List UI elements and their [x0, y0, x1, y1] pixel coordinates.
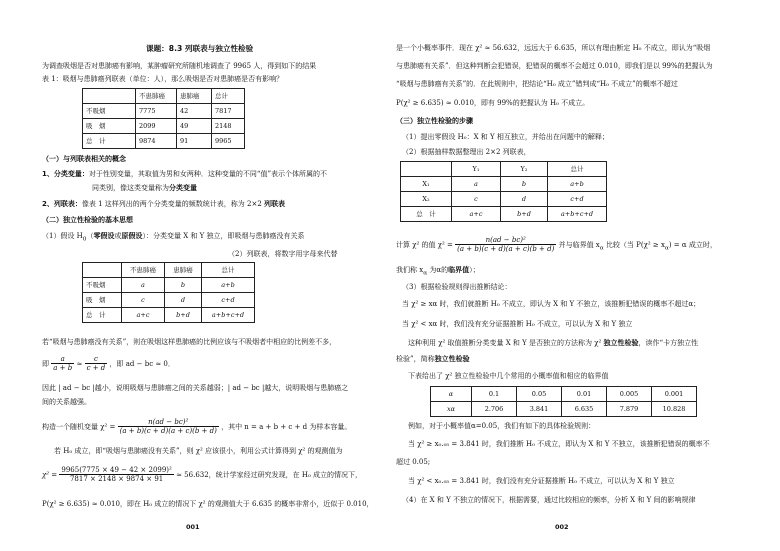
table-cell: 2148 — [212, 119, 245, 134]
fraction-denominator: c + d — [86, 364, 106, 373]
table-cell: 7817 — [212, 104, 245, 119]
table-cell: b — [501, 177, 548, 192]
table-cell: 9965 — [212, 134, 245, 149]
chi-square-compute-line — [396, 236, 717, 254]
table-cell: c — [452, 192, 501, 207]
h0-paragraph: 若 H₀ 成立，即“吸烟与患肺癌没有关系”，则 χ² 应该很小，利用公式计算得到 χ² 的观测值为 — [54, 447, 343, 455]
paragraph-line: P(χ² ≥ 6.635) ≈ 0.010，即有 99%的把握认为 H₀ 不成立。 — [396, 99, 590, 107]
fraction-numerator: n(ad − bc)² — [455, 236, 556, 245]
table-header-cell — [401, 162, 452, 177]
table-cell: a — [452, 177, 501, 192]
formula-text: ，其中 n = a + b + c + d 为样本容量。 — [221, 422, 352, 431]
example-reject-cont: 超过 0.05; — [396, 458, 431, 466]
fraction-numerator: n(ad − bc)² — [118, 418, 219, 427]
table-header-cell: 总计 — [212, 89, 245, 104]
table-cell: a — [122, 278, 165, 293]
table-cell: 0.1 — [472, 387, 517, 402]
term-independence-test: 独立性检验 — [434, 355, 470, 363]
table-header-cell — [83, 89, 136, 104]
table-general-contingency — [400, 161, 607, 222]
paragraph-line: 是一个小概率事件．现在 χ² ≈ 56.632，远远大于 6.635，所以有理由断定 H₀ 不成立，即认为“吸烟 — [396, 44, 711, 52]
table-cell: 10.828 — [652, 402, 697, 417]
probability-line: P(χ² ≥ 6.635) ≈ 0.010，即在 H₀ 成立的情况下 χ² 的观测值大于 6.635 的概率非常小，近似于 0.010， — [42, 500, 374, 508]
table-cell: b — [165, 278, 202, 293]
table-cell: b+d — [165, 308, 202, 323]
term-contingency-table: 列联表 — [264, 200, 286, 208]
method-text: 检验”，简称 — [396, 355, 435, 363]
table-cell: a+b+c+d — [202, 308, 255, 323]
step-3: （3）根据检验规则得出推断结论： — [402, 283, 512, 291]
section-heading-1: （一）与列联表相关的概念 — [42, 155, 126, 163]
table-cell: 3.841 — [517, 402, 562, 417]
fraction-denominator: a + b — [53, 364, 73, 373]
step-2: （2）根据抽样数据整理出 2×2 列联表， — [402, 148, 531, 156]
formula-subscript: α — [664, 245, 669, 252]
table-letter-contingency — [82, 262, 255, 323]
critical-value-line — [396, 266, 480, 278]
table-cell: X₂ — [401, 192, 452, 207]
formula-text: ≈ 56.632，统计学家经过研究发现，在 H₀ 成立的情况下， — [176, 470, 363, 479]
table-header-cell — [83, 263, 122, 278]
table-cell: a+c — [122, 308, 165, 323]
table-row — [83, 104, 245, 119]
table-critical-values — [430, 386, 697, 417]
table-row — [431, 387, 697, 402]
example-reject: 当 χ² ≥ x₀.₀₅ = 3.841 时，我们推断 H₀ 不成立，即认为 X 和 Y 不独立，该推断犯错误的概率不 — [408, 440, 710, 448]
fraction-denominator: (a + b)(c + d)(a + c)(b + d) — [119, 427, 217, 436]
table-cell: 2.706 — [472, 402, 517, 417]
table-header-cell: Y₁ — [452, 162, 501, 177]
table-cell: d — [501, 192, 548, 207]
table-cell: 0.05 — [517, 387, 562, 402]
table-header-cell: 不患肺癌 — [136, 89, 177, 104]
term-critical-value: 临界值 — [448, 266, 470, 274]
rule-reject: 当 χ² ≥ xα 时，我们就推断 H₀ 不成立，即认为 X 和 Y 不独立，该推断犯错误的概率不超过α； — [402, 300, 701, 308]
chi-square-calculation — [42, 466, 362, 484]
ratio-formula — [42, 355, 175, 373]
formula-text: 计算 χ² 的值 χ² = — [396, 240, 453, 249]
hypothesis-text: 或 — [114, 232, 122, 240]
table-cell: 9874 — [136, 134, 177, 149]
term-categorical-variable: 分类变量 — [169, 184, 197, 192]
table-cell: X₁ — [401, 177, 452, 192]
table-cell: a+b — [202, 278, 255, 293]
table-header-cell: 不患肺癌 — [122, 263, 165, 278]
paragraph-line: 与患肺癌有关系”．但这种判断会犯错误，犯错误的概率不会超过 0.010，即我们是以 99%的把握认为 — [396, 62, 713, 70]
formula-text: 为α的 — [427, 266, 449, 274]
table-cell: 7.879 — [607, 402, 652, 417]
hypothesis-subscript: 0 — [82, 236, 87, 243]
section-heading-2: （二）独立性检验的基本思想 — [42, 216, 133, 224]
table-cell: 49 — [177, 119, 212, 134]
term-original-hypothesis: 原假设 — [121, 232, 143, 240]
formula-text: ) = α 成立时， — [668, 240, 717, 249]
hypothesis-text: （ — [86, 232, 94, 240]
formula-text: ）； — [469, 266, 480, 274]
table-row — [83, 293, 255, 308]
table-cell: 不吸烟 — [83, 278, 122, 293]
definition-categorical-cont — [92, 184, 197, 193]
page-number: 001 — [186, 523, 200, 531]
formula-text: 并与临界值 x — [558, 240, 600, 249]
table-header-cell: 患肺癌 — [165, 263, 202, 278]
formula-text: 我们称 x — [396, 266, 424, 274]
abs-paragraph: 因此 | ad − bc |越小，说明吸烟与患肺癌之间的关系越弱；| ad − bc |越大，说明吸烟与患肺癌之 — [42, 384, 349, 392]
formula-text: χ² = — [42, 470, 58, 479]
chi-square-definition — [42, 418, 351, 436]
table-cell: 6.635 — [562, 402, 607, 417]
table-header-row — [401, 162, 607, 177]
table-row — [401, 207, 607, 222]
table-cell: 2099 — [136, 119, 177, 134]
rule-accept: 当 χ² < xα 时，我们没有充分证据推断 H₀ 不成立，可以认为 X 和 Y 独立 — [402, 320, 633, 328]
table-row — [431, 402, 697, 417]
table-row — [83, 308, 255, 323]
table-header-cell: 总计 — [548, 162, 607, 177]
table-row — [83, 119, 245, 134]
table-header-row — [83, 89, 245, 104]
table-cell: 吸 烟 — [83, 293, 122, 308]
definition-text: 同类别，像这类变量称为 — [92, 184, 169, 192]
lesson-title: 课题：8.3 列联表与独立性检验 — [146, 44, 254, 53]
table-header-cell: Y₂ — [501, 162, 548, 177]
definition-text: 像表 1 这样列出的两个分类变量的频数统计表，称为 2×2 — [81, 200, 265, 208]
table-cell: 不吸烟 — [83, 104, 136, 119]
intro-line-1: 为调查吸烟是否对患肺癌有影响，某肿瘤研究所随机地调查了 9965 人，得到如下的结果 — [42, 62, 317, 70]
page-right — [390, 0, 780, 551]
example-accept: 当 χ² < x₀.₀₅ = 3.841 时，我们没有充分证据推断 H₀ 不成立，可以认为 X 和 Y 独立 — [408, 477, 675, 485]
formula-text: 比较（当 P(χ² ≥ x — [603, 240, 665, 249]
ratio-paragraph: 若“吸烟与患肺癌没有关系”，则在吸烟这样患肺癌的比例应该与不吸烟者中相应的比例差不多， — [42, 338, 337, 346]
table-row — [401, 192, 607, 207]
abs-paragraph-cont: 间的关系越强。 — [42, 398, 91, 406]
table-row — [401, 177, 607, 192]
example-intro: 例如，对于小概率值α=0.05，我们有如下的具体检验规则： — [408, 422, 596, 430]
table-header-cell: 患肺癌 — [177, 89, 212, 104]
intro-line-2: 表 1：吸烟与患肺癌列联表（单位：人），那么吸烟是否对患肺癌是否有影响？ — [42, 75, 284, 83]
table-cell: a+b+c+d — [548, 207, 607, 222]
table-row — [83, 278, 255, 293]
critical-table-intro: 下表给出了 χ² 独立性检验中几个常用的小概率值和相应的临界值 — [408, 372, 609, 380]
approx-symbol: ≈ — [76, 359, 83, 368]
chi-square-fraction — [455, 236, 556, 254]
table-cell: a+b — [548, 177, 607, 192]
table-smoking-counts — [82, 88, 245, 149]
table-header-row — [83, 263, 255, 278]
method-line-cont — [396, 355, 470, 364]
chi-square-fraction — [118, 418, 219, 436]
fraction-denominator: 7817 × 2148 × 9874 × 91 — [69, 475, 164, 484]
fraction-numerator: a — [51, 355, 74, 364]
formula-text: ，即 ad − bc ≈ 0． — [109, 359, 175, 368]
table-cell: 42 — [177, 104, 212, 119]
definition-label: 2、列联表： — [42, 200, 82, 208]
table-cell: 91 — [177, 134, 212, 149]
fraction-denominator: (a + b)(c + d)(a + c)(b + d) — [457, 245, 555, 254]
definition-categorical — [42, 170, 327, 179]
definition-contingency — [42, 200, 285, 209]
table-cell: d — [165, 293, 202, 308]
formula-subscript: α — [423, 270, 428, 277]
paragraph-line: “吸烟与患肺癌有关系”的．在此规则中，把结论“H₀ 成立”错判成“H₀ 不成立”的概率不超过 — [396, 80, 678, 88]
term-independence-test: 独立性检验 — [603, 339, 639, 347]
table-cell: 0.01 — [562, 387, 607, 402]
step-1: （1）提出零假设 H₀：X 和 Y 相互独立，并给出在问题中的解释； — [402, 133, 609, 141]
table-row — [83, 134, 245, 149]
table-header-cell: 总计 — [202, 263, 255, 278]
definition-label: 1、分类变量： — [42, 170, 89, 178]
table-cell: 总 计 — [83, 134, 136, 149]
table-cell: c+d — [548, 192, 607, 207]
table-cell: 吸 烟 — [83, 119, 136, 134]
table-cell: 0.005 — [607, 387, 652, 402]
table-cell: 7775 — [136, 104, 177, 119]
hypothesis-text: ）：分类变量 X 和 Y 独立，即吸烟与患肺癌没有关系 — [142, 232, 305, 240]
table-cell: b+d — [501, 207, 548, 222]
table-cell: 0.001 — [652, 387, 697, 402]
step-2-text: （2）列联表，将数字用字母来代替 — [228, 250, 338, 258]
page-number: 002 — [555, 523, 569, 531]
table-cell: a+c — [452, 207, 501, 222]
step-4: （4）在 X 和 Y 不独立的情况下，根据需要，通过比较相应的频率，分析 X 和 Y 间的影响规律 — [402, 496, 696, 504]
fraction-numerator: c — [85, 355, 108, 364]
fraction-numerator: 9965(7775 × 49 − 42 × 2099)² — [61, 466, 172, 474]
hypothesis-line — [42, 232, 305, 244]
method-line — [408, 339, 698, 348]
calculation-fraction — [59, 466, 173, 484]
formula-subscript: α — [599, 245, 604, 252]
definition-text: 对于性别变量，其取值为男和女两种．这种变量的不同“值”表示个体所属的不 — [88, 170, 328, 178]
formula-text: 构造一个随机变量 χ² = — [42, 422, 116, 431]
formula-text: 即 — [42, 359, 49, 368]
table-cell: c — [122, 293, 165, 308]
method-text: ，读作“卡方独立性 — [638, 339, 699, 347]
table-cell: 总 计 — [83, 308, 122, 323]
section-heading-3: （三）独立性检验的步骤 — [396, 117, 473, 125]
table-cell: 总 计 — [401, 207, 452, 222]
term-null-hypothesis: 零假设 — [93, 232, 115, 240]
fraction-a — [51, 355, 74, 373]
table-cell: c+d — [202, 293, 255, 308]
table-cell: xα — [431, 402, 472, 417]
method-text: 这种利用 χ² 取值推断分类变量 X 和 Y 是否独立的方法称为 χ² — [408, 339, 604, 347]
fraction-c — [85, 355, 108, 373]
table-cell: α — [431, 387, 472, 402]
hypothesis-text: （1）假设 H — [42, 232, 83, 240]
